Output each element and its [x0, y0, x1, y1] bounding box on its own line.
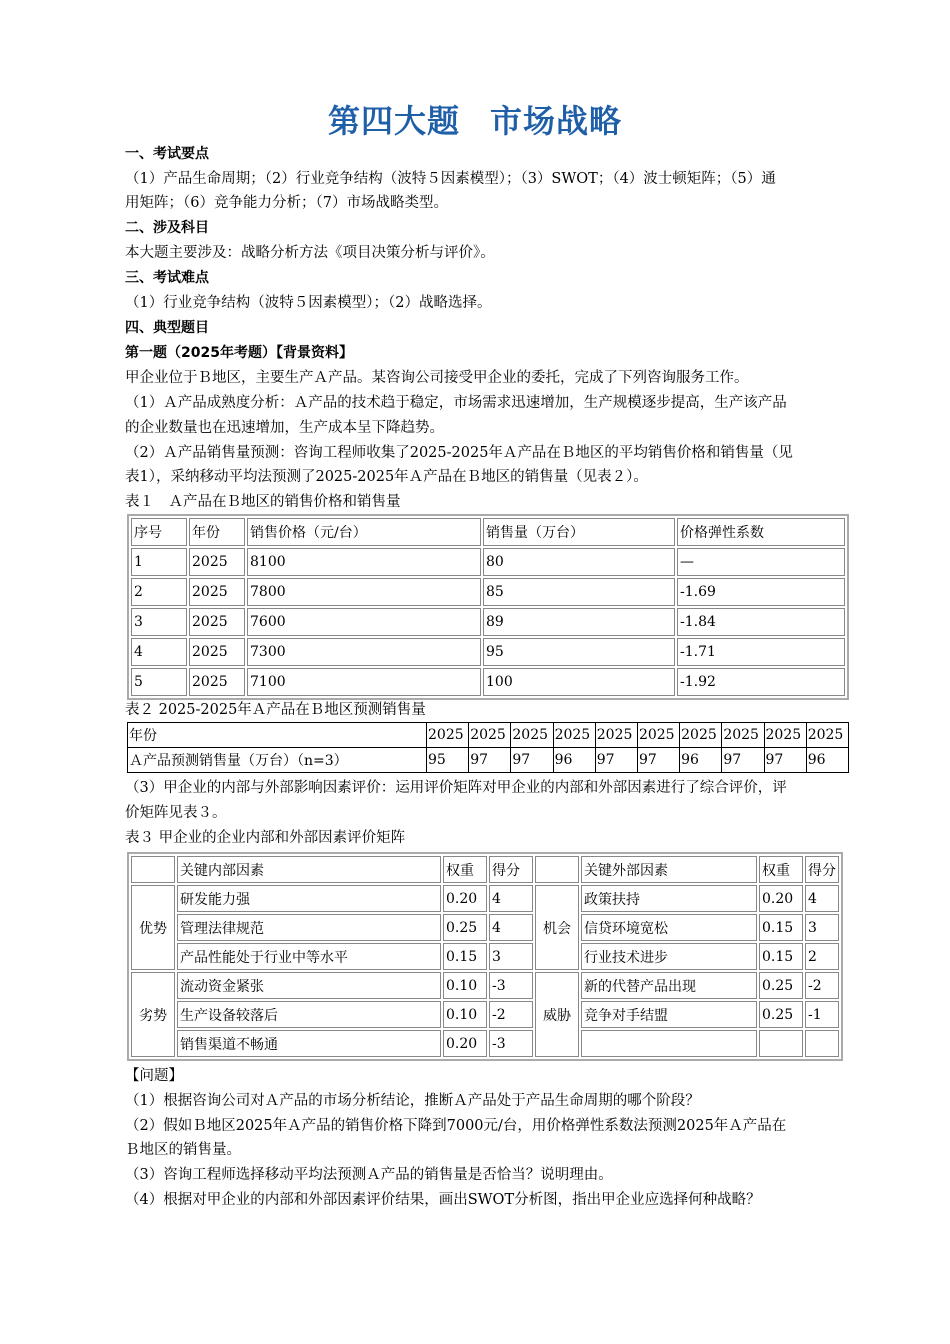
table3-cell: 3 [805, 914, 839, 941]
table1-header-cell: 序号 [131, 518, 187, 546]
table2-value-cell: 96 [806, 748, 848, 773]
table3-cell: 行业技术进步 [581, 943, 757, 970]
table3-cell: 销售渠道不畅通 [177, 1030, 441, 1057]
table-row [131, 578, 845, 606]
table-row [128, 723, 849, 748]
table1-cell: 7800 [247, 578, 481, 606]
table3-cell: 0.10 [443, 972, 487, 999]
table2-year-cell: 2025 [806, 723, 848, 748]
table-row [131, 943, 839, 970]
table3-cell: 0.25 [759, 1001, 803, 1028]
table1-cell: 3 [131, 608, 187, 636]
section-heading-difficulties: 三、考试难点 [125, 270, 209, 286]
table3-cell: 0.20 [759, 885, 803, 912]
exam-points-line2: 用矩阵；（6）竞争能力分析；（7）市场战略类型。 [125, 195, 448, 211]
table3-cell [759, 1030, 803, 1057]
table1-cell: 2025 [189, 638, 245, 666]
section-heading-exam-points: 一、考试要点 [125, 146, 209, 162]
table2-value-cell: 96 [680, 748, 722, 773]
table3-cell: 流动资金紧张 [177, 972, 441, 999]
table3-caption: 表３ 甲企业的企业内部和外部因素评价矩阵 [125, 830, 406, 846]
table3-cell: -3 [489, 1030, 533, 1057]
question-4: （4）根据对甲企业的内部和外部因素评价结果，画出SWOT分析图，指出甲企业应选择何种战略？ [125, 1192, 761, 1208]
table3-cell: 产品性能处于行业中等水平 [177, 943, 441, 970]
background-p4-line2: 价矩阵见表３。 [125, 805, 227, 821]
table-row [131, 914, 839, 941]
table1-header-cell: 销售量（万台） [483, 518, 675, 546]
table2-value-cell: 97 [722, 748, 764, 773]
table3-cell: 0.15 [443, 943, 487, 970]
table-row [131, 608, 845, 636]
table1-cell: 7100 [247, 668, 481, 696]
group-threat: 威胁 [535, 972, 579, 1057]
title-part-2: 市场战略 [490, 102, 623, 140]
table1-cell: 5 [131, 668, 187, 696]
table3-header-weight: 权重 [759, 856, 803, 883]
table1-cell: 4 [131, 638, 187, 666]
title-part-1: 第四大题 [327, 102, 460, 140]
table3-cell: 0.20 [443, 1030, 487, 1057]
table2-year-cell: 2025 [680, 723, 722, 748]
section-heading-typical: 四、典型题目 [125, 320, 209, 336]
table2-year-cell: 2025 [469, 723, 511, 748]
table-row [131, 1001, 839, 1028]
table3-cell: 0.25 [759, 972, 803, 999]
table1-caption: 表１ Ａ产品在Ｂ地区的销售价格和销售量 [125, 494, 401, 510]
question1-heading: 第一题（2025年考题）【背景资料】 [125, 345, 353, 361]
table2-year-cell: 2025 [595, 723, 637, 748]
table1-cell: -1.92 [677, 668, 845, 696]
page-title [0, 96, 950, 142]
table1-header-row [131, 518, 845, 546]
table-row [131, 885, 839, 912]
question-3: （3）咨询工程师选择移动平均法预测Ａ产品的销售量是否恰当？说明理由。 [125, 1167, 613, 1183]
table2-year-cell: 2025 [511, 723, 553, 748]
table-row [128, 748, 849, 773]
table3-cell: 4 [489, 914, 533, 941]
table1-cell: 2 [131, 578, 187, 606]
table3-header-weight: 权重 [443, 856, 487, 883]
question-2-line2: Ｂ地区的销售量。 [125, 1142, 241, 1158]
table1 [127, 514, 849, 700]
table1-cell: 95 [483, 638, 675, 666]
table3-cell: -1 [805, 1001, 839, 1028]
table2-value-cell: 97 [637, 748, 679, 773]
table1-header-cell: 销售价格（元/台） [247, 518, 481, 546]
table1-cell: 85 [483, 578, 675, 606]
table2-value-cell: 97 [595, 748, 637, 773]
table3-header-external: 关键外部因素 [581, 856, 757, 883]
table3-cell: 0.15 [759, 943, 803, 970]
group-opportunity: 机会 [535, 885, 579, 970]
table1-cell: 2025 [189, 608, 245, 636]
table3-header-internal: 关键内部因素 [177, 856, 441, 883]
table3-cell: -2 [805, 972, 839, 999]
table3-cell: -3 [489, 972, 533, 999]
table3-cell: 政策扶持 [581, 885, 757, 912]
background-p3-line2: 表1），采纳移动平均法预测了2025-2025年Ａ产品在Ｂ地区的销售量（见表２）。 [125, 469, 648, 485]
table2-year-cell: 2025 [427, 723, 469, 748]
table1-cell: -1.84 [677, 608, 845, 636]
table3-cell: 0.10 [443, 1001, 487, 1028]
table1-cell: -1.69 [677, 578, 845, 606]
subjects-line1: 本大题主要涉及：战略分析方法《项目决策分析与评价》。 [125, 245, 495, 261]
table3-cell: 竞争对手结盟 [581, 1001, 757, 1028]
table3-cell [805, 1030, 839, 1057]
table2-value-cell: 97 [764, 748, 806, 773]
table-row [131, 638, 845, 666]
table-row [131, 668, 845, 696]
table2-caption: 表２ 2025-2025年Ａ产品在Ｂ地区预测销售量 [125, 702, 426, 718]
table3-cell: -2 [489, 1001, 533, 1028]
difficulties-line1: （1）行业竞争结构（波特５因素模型）；（2）战略选择。 [125, 295, 492, 311]
group-strength: 优势 [131, 885, 175, 970]
table2-year-cell: 2025 [764, 723, 806, 748]
table3-cell: 0.25 [443, 914, 487, 941]
table1-cell: 100 [483, 668, 675, 696]
table3-corner-cell [535, 856, 579, 883]
background-p2-line1: （1）Ａ产品成熟度分析：Ａ产品的技术趋于稳定，市场需求迅速增加，生产规模逐步提高，生产该产品 [125, 395, 787, 411]
table2-value-cell: 95 [427, 748, 469, 773]
background-p4-line1: （3）甲企业的内部与外部影响因素评价：运用评价矩阵对甲企业的内部和外部因素进行了综合评价，评 [125, 780, 787, 796]
table1-cell: 2025 [189, 548, 245, 576]
table3-cell: 管理法律规范 [177, 914, 441, 941]
table1-cell: — [677, 548, 845, 576]
table-row [131, 972, 839, 999]
table-row [131, 548, 845, 576]
section-heading-subjects: 二、涉及科目 [125, 220, 209, 236]
table1-cell: 8100 [247, 548, 481, 576]
table2-value-cell: 96 [553, 748, 595, 773]
question-1: （1）根据咨询公司对Ａ产品的市场分析结论，推断Ａ产品处于产品生命周期的哪个阶段？ [125, 1093, 700, 1109]
table-row [131, 1030, 839, 1057]
table2 [127, 722, 849, 773]
table1-cell: 89 [483, 608, 675, 636]
table3-cell: 生产设备较落后 [177, 1001, 441, 1028]
table3 [127, 852, 843, 1061]
exam-points-line1: （1）产品生命周期；（2）行业竞争结构（波特５因素模型）；（3）SWOT；（4）波士顿矩阵；（5）通 [125, 171, 776, 187]
table1-cell: 7300 [247, 638, 481, 666]
table2-year-cell: 2025 [722, 723, 764, 748]
table1-cell: 1 [131, 548, 187, 576]
table3-cell [581, 1030, 757, 1057]
table3-cell: 0.15 [759, 914, 803, 941]
background-p2-line2: 的企业数量也在迅速增加，生产成本呈下降趋势。 [125, 420, 444, 436]
table3-cell: 研发能力强 [177, 885, 441, 912]
table1-cell: 2025 [189, 578, 245, 606]
table3-cell: 4 [805, 885, 839, 912]
table1-cell: 2025 [189, 668, 245, 696]
table3-header-score: 得分 [805, 856, 839, 883]
table1-cell: -1.71 [677, 638, 845, 666]
table1-cell: 80 [483, 548, 675, 576]
table1-header-cell: 价格弹性系数 [677, 518, 845, 546]
table2-value-cell: 97 [469, 748, 511, 773]
table1-cell: 7600 [247, 608, 481, 636]
table3-cell: 3 [489, 943, 533, 970]
background-p1: 甲企业位于Ｂ地区，主要生产Ａ产品。某咨询公司接受甲企业的委托，完成了下列咨询服务工作。 [125, 370, 749, 386]
question-2-line1: （2）假如Ｂ地区2025年Ａ产品的销售价格下降到7000元/台，用价格弹性系数法预测2025年Ａ产品在 [125, 1118, 787, 1134]
group-weakness: 劣势 [131, 972, 175, 1057]
table3-cell: 2 [805, 943, 839, 970]
table3-cell: 0.20 [443, 885, 487, 912]
table-row [131, 856, 839, 883]
table1-header-cell: 年份 [189, 518, 245, 546]
background-p3-line1: （2）Ａ产品销售量预测：咨询工程师收集了2025-2025年Ａ产品在Ｂ地区的平均销售价格和销售量（见 [125, 445, 793, 461]
table3-cell: 4 [489, 885, 533, 912]
table3-corner-cell [131, 856, 175, 883]
table2-year-cell: 2025 [637, 723, 679, 748]
table2-sales-label: Ａ产品预测销售量（万台）（n=3） [128, 748, 427, 773]
questions-heading: 【问题】 [125, 1068, 183, 1084]
table3-cell: 信贷环境宽松 [581, 914, 757, 941]
table2-year-label: 年份 [128, 723, 427, 748]
table2-year-cell: 2025 [553, 723, 595, 748]
table3-header-score: 得分 [489, 856, 533, 883]
table3-cell: 新的代替产品出现 [581, 972, 757, 999]
table2-value-cell: 97 [511, 748, 553, 773]
